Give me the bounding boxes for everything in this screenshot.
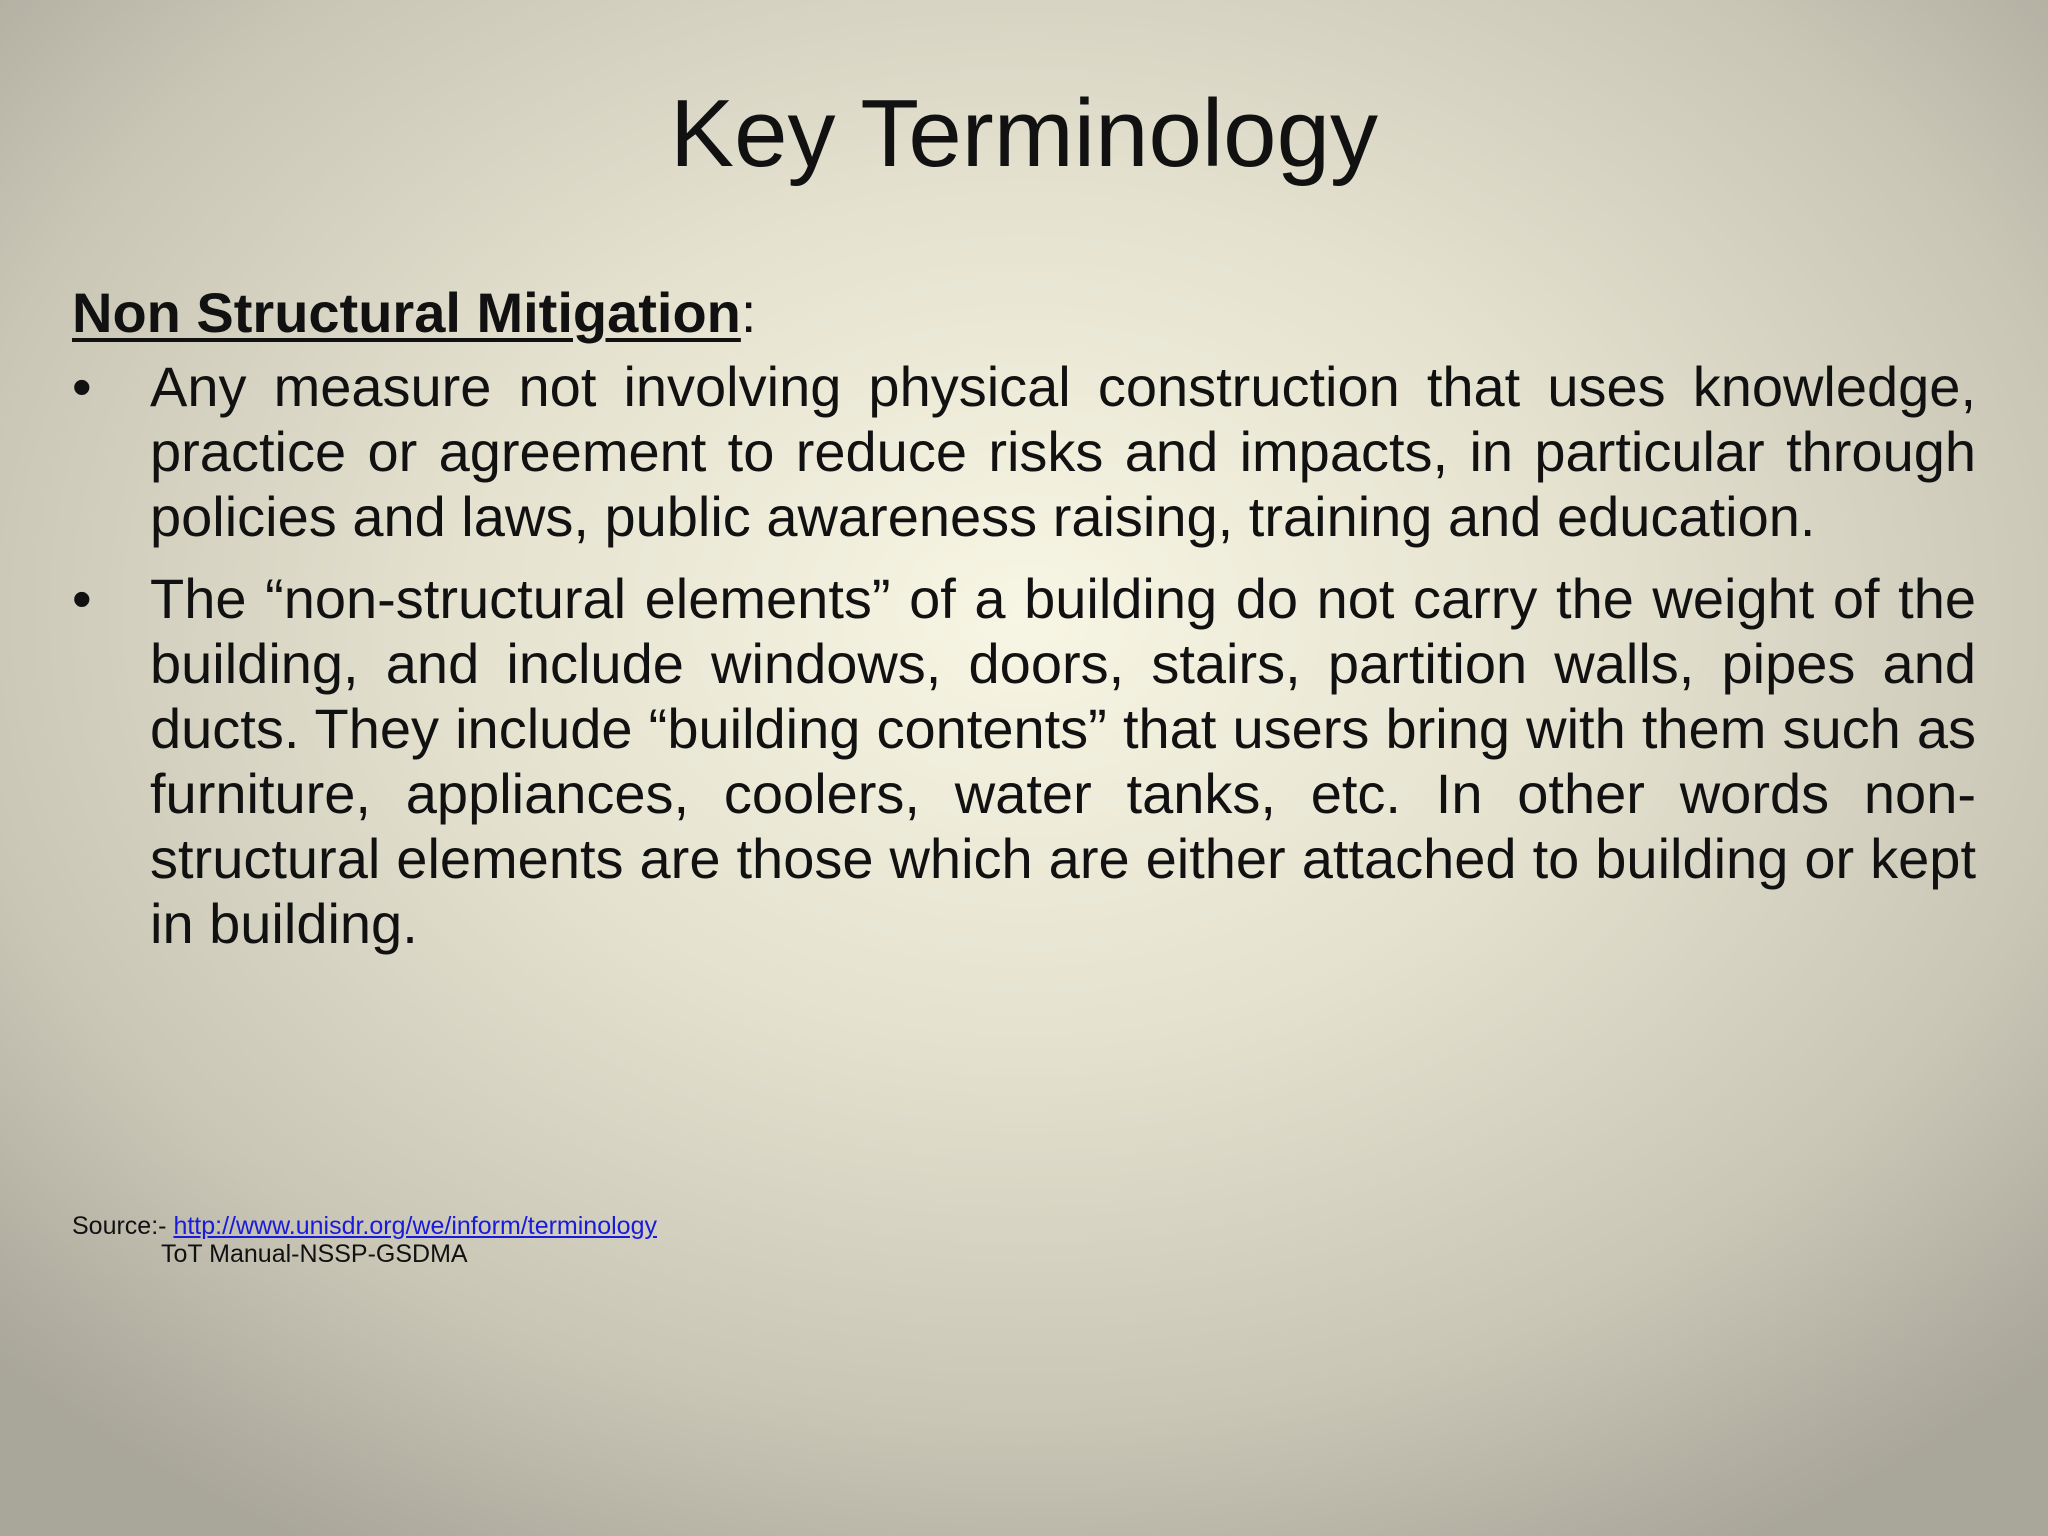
slide-content [72,278,1976,956]
bullet-item [72,566,1976,956]
bullet-text: The “non-structural elements” of a building do not carry the weight of the building, and include windows, doors, stairs, partition walls, pipes and ducts. They include “building contents” that users bring with them such as furniture, appliances, coolers, water tanks, etc. In other words non-structural elements are those which are either attached to building or kept in building. [150,567,1976,955]
bullet-text: Any measure not involving physical construction that uses knowledge, practice or agreement to reduce risks and impacts, in particular through policies and laws, public awareness raising, training and education. [150,355,1976,548]
source-label: Source:- [72,1212,174,1240]
bullet-icon: • [72,355,92,418]
heading-suffix: : [740,281,757,344]
bullet-item [72,354,1976,549]
source-line [72,1211,657,1241]
bullet-list [72,354,1976,956]
heading-term: Non Structural Mitigation [72,281,741,344]
bullet-icon: • [72,567,92,630]
manual-reference: ToT Manual-NSSP-GSDMA [161,1240,468,1268]
source-link[interactable]: http://www.unisdr.org/we/inform/terminology [173,1212,657,1240]
slide-title: Key Terminology [670,80,1378,187]
section-heading [72,278,1976,348]
